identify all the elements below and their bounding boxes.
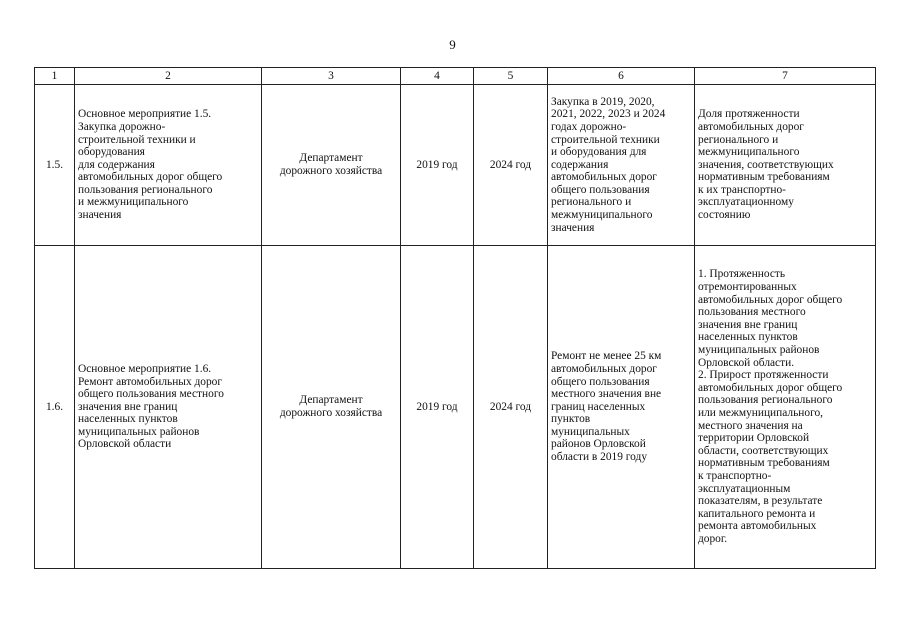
- program-events-table: [34, 67, 876, 569]
- expected-result: Ремонт не менее 25 км автомобильных дорог общего пользования местного значения вне границ населенных пунктов муниципальных районов Орловской области в 2019 году: [548, 246, 695, 569]
- column-header: 2: [75, 68, 262, 85]
- row-number: 1.6.: [35, 246, 75, 569]
- column-header: 1: [35, 68, 75, 85]
- event-name: Основное мероприятие 1.6. Ремонт автомобильных дорог общего пользования местного значения вне границ населенных пунктов муниципальных районов Орловской области: [75, 246, 262, 569]
- executor: Департамент дорожного хозяйства: [262, 246, 401, 569]
- column-header: 7: [695, 68, 876, 85]
- column-header: 5: [474, 68, 548, 85]
- page-number: 9: [449, 37, 456, 52]
- event-name: Основное мероприятие 1.5. Закупка дорожно- строительной техники и оборудования для содержания автомобильных дорог общего пользования регионального и межмуниципального значения: [75, 85, 262, 246]
- table-row: [35, 85, 876, 246]
- end-year: 2024 год: [474, 85, 548, 246]
- end-year: 2024 год: [474, 246, 548, 569]
- start-year: 2019 год: [401, 85, 474, 246]
- column-header: 4: [401, 68, 474, 85]
- executor: Департамент дорожного хозяйства: [262, 85, 401, 246]
- indicator: Доля протяженности автомобильных дорог регионального и межмуниципального значения, соответствующих нормативным требованиям к их транспортно- эксплуатационному состоянию: [695, 85, 876, 246]
- expected-result: Закупка в 2019, 2020, 2021, 2022, 2023 и 2024 годах дорожно- строительной техники и оборудования для содержания автомобильных дорог общего пользования регионального и межмуниципального значения: [548, 85, 695, 246]
- table-row: [35, 246, 876, 569]
- table-header-row: [35, 68, 876, 85]
- column-header: 6: [548, 68, 695, 85]
- row-number: 1.5.: [35, 85, 75, 246]
- start-year: 2019 год: [401, 246, 474, 569]
- column-header: 3: [262, 68, 401, 85]
- indicator: 1. Протяженность отремонтированных автомобильных дорог общего пользования местного значения вне границ населенных пунктов муниципальных районов Орловской области. 2. Прирост протяженности автомобильных дорог общего пользования регионального или межмуниципального, местного значения на территории Орловской области, соответствующих нормативным требованиям к транспортно- эксплуатационным показателям, в результате капитального ремонта и ремонта автомобильных дорог.: [695, 246, 876, 569]
